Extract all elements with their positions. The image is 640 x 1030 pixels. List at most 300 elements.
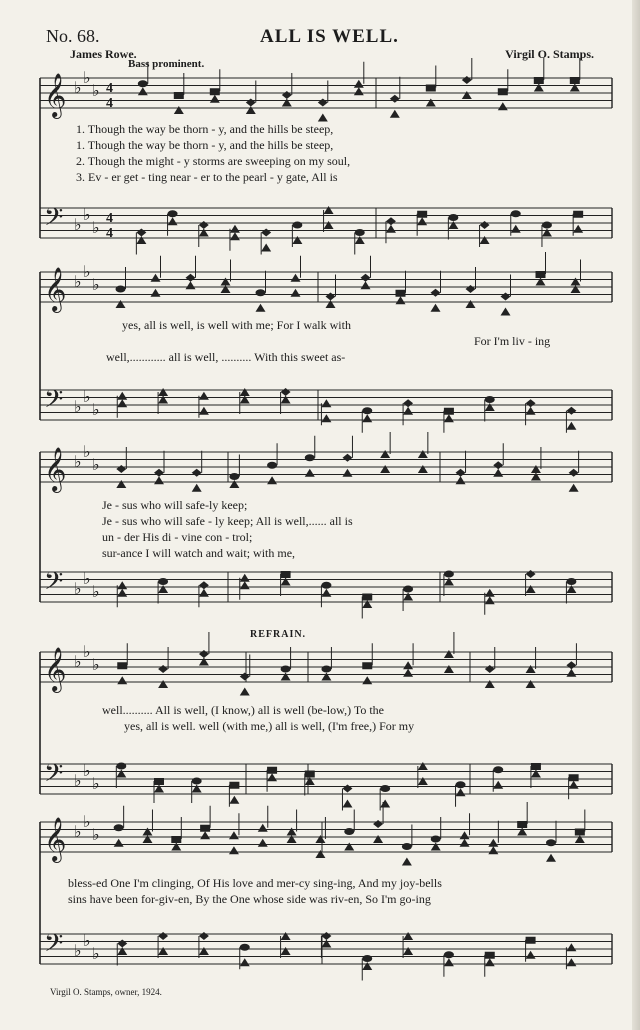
note-head bbox=[362, 600, 372, 608]
note-head bbox=[566, 578, 576, 585]
flat-icon: ♭ bbox=[74, 941, 82, 960]
lyric-line: 3. Ev - er get - ting near - er to the pearl - y gate, All is bbox=[76, 170, 338, 184]
note-head bbox=[267, 476, 277, 484]
note-head bbox=[287, 835, 297, 843]
note-head bbox=[281, 396, 291, 404]
note-head bbox=[418, 777, 428, 785]
note-head bbox=[444, 958, 454, 966]
lyric-line: 1. Though the way be thorn - y, and the hills be steep, bbox=[76, 122, 334, 136]
note-head bbox=[390, 110, 400, 118]
note-head bbox=[462, 76, 472, 84]
time-signature: 4 bbox=[106, 211, 113, 226]
note-head bbox=[460, 839, 470, 847]
note-head bbox=[261, 229, 271, 237]
note-head bbox=[142, 828, 152, 836]
note-head bbox=[229, 782, 239, 789]
note-head bbox=[281, 947, 291, 955]
note-head bbox=[517, 821, 527, 828]
note-head bbox=[462, 91, 472, 99]
note-head bbox=[566, 585, 576, 593]
note-head bbox=[569, 484, 579, 492]
note-head bbox=[566, 958, 576, 966]
note-head bbox=[344, 828, 354, 835]
note-head bbox=[402, 843, 412, 850]
treble-clef-icon: 𝄞 bbox=[44, 647, 67, 691]
note-head bbox=[536, 271, 546, 278]
note-head bbox=[142, 835, 152, 843]
note-head bbox=[361, 274, 371, 282]
note-head bbox=[362, 662, 372, 669]
note-head bbox=[199, 589, 209, 597]
note-head bbox=[199, 947, 209, 955]
note-head bbox=[396, 290, 406, 297]
note-head bbox=[526, 407, 536, 415]
note-head bbox=[305, 777, 315, 785]
note-head bbox=[403, 593, 413, 601]
note-head bbox=[380, 800, 390, 808]
note-head bbox=[258, 839, 268, 847]
note-head bbox=[117, 392, 127, 400]
note-head bbox=[493, 781, 503, 789]
note-head bbox=[542, 222, 552, 229]
note-head bbox=[511, 225, 521, 233]
note-head bbox=[417, 211, 427, 218]
flat-icon: ♭ bbox=[92, 774, 100, 793]
note-head bbox=[267, 767, 277, 774]
note-head bbox=[229, 796, 239, 804]
note-head bbox=[501, 293, 511, 301]
lyric-line: Je - sus who will safe-ly keep; bbox=[102, 498, 248, 512]
note-head bbox=[199, 932, 209, 940]
note-head bbox=[116, 763, 126, 770]
note-head bbox=[386, 217, 396, 225]
composer-credit: Virgil O. Stamps. bbox=[505, 47, 594, 61]
note-head bbox=[154, 476, 164, 484]
note-head bbox=[373, 820, 383, 828]
note-head bbox=[380, 450, 390, 458]
bass-clef-icon: 𝄢 bbox=[44, 567, 64, 602]
note-head bbox=[117, 581, 127, 589]
note-head bbox=[571, 278, 581, 286]
note-head bbox=[569, 469, 579, 477]
note-head bbox=[480, 236, 490, 244]
lyric-line: For I'm liv - ing bbox=[474, 334, 551, 348]
treble-clef-icon: 𝄞 bbox=[44, 817, 67, 861]
note-head bbox=[158, 665, 168, 673]
note-head bbox=[485, 596, 495, 604]
lyric-line: yes, all is well, is well with me; For I walk with bbox=[122, 318, 351, 332]
note-head bbox=[116, 770, 126, 778]
flat-icon: ♭ bbox=[92, 218, 100, 237]
note-head bbox=[199, 392, 209, 400]
note-head bbox=[240, 574, 250, 582]
flat-icon: ♭ bbox=[74, 771, 82, 790]
note-head bbox=[546, 854, 556, 862]
note-head bbox=[456, 469, 466, 477]
note-head bbox=[448, 214, 458, 221]
note-head bbox=[444, 650, 454, 658]
note-head bbox=[361, 281, 371, 289]
note-head bbox=[354, 87, 364, 95]
note-head bbox=[342, 785, 352, 793]
note-head bbox=[199, 221, 209, 229]
note-head bbox=[362, 962, 372, 970]
note-head bbox=[281, 932, 291, 940]
note-head bbox=[117, 662, 127, 669]
note-head bbox=[362, 407, 372, 414]
note-head bbox=[281, 571, 291, 578]
flat-icon: ♭ bbox=[83, 387, 91, 406]
note-head bbox=[168, 217, 178, 225]
note-head bbox=[460, 831, 470, 839]
note-head bbox=[114, 824, 124, 831]
note-head bbox=[498, 102, 508, 110]
note-head bbox=[403, 661, 413, 669]
note-head bbox=[573, 225, 583, 233]
note-head bbox=[192, 778, 202, 785]
note-head bbox=[154, 778, 164, 785]
note-head bbox=[229, 831, 239, 839]
note-head bbox=[267, 773, 277, 781]
note-head bbox=[315, 850, 325, 858]
note-head bbox=[566, 943, 576, 951]
bass-clef-icon: 𝄢 bbox=[44, 759, 64, 794]
note-head bbox=[485, 665, 495, 673]
note-head bbox=[246, 99, 256, 107]
refrain-label: REFRAIN. bbox=[250, 629, 307, 640]
note-head bbox=[291, 274, 301, 282]
flat-icon: ♭ bbox=[74, 579, 82, 598]
note-head bbox=[526, 665, 536, 673]
note-head bbox=[199, 650, 209, 658]
note-head bbox=[493, 461, 503, 469]
note-head bbox=[292, 236, 302, 244]
bass-clef-icon: 𝄢 bbox=[44, 385, 64, 420]
lyric-line: sins have been for-giv-en, By the One whose side was riv-en, So I'm go-ing bbox=[68, 892, 431, 906]
note-head bbox=[380, 785, 390, 792]
note-head bbox=[444, 408, 454, 415]
note-head bbox=[256, 289, 266, 296]
note-head bbox=[158, 388, 168, 396]
note-head bbox=[362, 676, 372, 684]
note-head bbox=[426, 99, 436, 107]
note-head bbox=[282, 99, 292, 107]
note-head bbox=[444, 951, 454, 958]
note-head bbox=[321, 582, 331, 589]
note-head bbox=[158, 585, 168, 593]
note-head bbox=[221, 278, 231, 286]
note-head bbox=[485, 680, 495, 688]
note-head bbox=[542, 229, 552, 237]
note-head bbox=[281, 673, 291, 681]
note-head bbox=[221, 285, 231, 293]
lyric-line: un - der His di - vine con - trol; bbox=[102, 530, 253, 544]
note-head bbox=[174, 92, 184, 99]
note-head bbox=[355, 236, 365, 244]
note-head bbox=[116, 300, 126, 308]
note-head bbox=[282, 91, 292, 99]
note-head bbox=[200, 831, 210, 839]
note-head bbox=[402, 858, 412, 866]
note-head bbox=[531, 465, 541, 473]
flat-icon: ♭ bbox=[74, 215, 82, 234]
flat-icon: ♭ bbox=[83, 642, 91, 661]
note-head bbox=[566, 669, 576, 677]
note-head bbox=[136, 229, 146, 237]
note-head bbox=[342, 454, 352, 462]
note-head bbox=[456, 788, 466, 796]
note-head bbox=[324, 221, 334, 229]
note-head bbox=[240, 581, 250, 589]
note-head bbox=[444, 665, 454, 673]
note-head bbox=[321, 414, 331, 422]
note-head bbox=[485, 396, 495, 403]
note-head bbox=[281, 578, 291, 586]
note-head bbox=[403, 407, 413, 415]
lyric-line: yes, all is well. well (with me,) all is well, (I'm free,) For my bbox=[124, 719, 415, 733]
lyric-line: sur-ance I will watch and wait; with me, bbox=[102, 546, 296, 560]
note-head bbox=[192, 469, 202, 477]
flat-icon: ♭ bbox=[83, 68, 91, 87]
note-head bbox=[534, 84, 544, 92]
flat-icon: ♭ bbox=[83, 569, 91, 588]
note-head bbox=[240, 944, 250, 951]
note-head bbox=[321, 932, 331, 940]
note-head bbox=[199, 581, 209, 589]
note-head bbox=[501, 308, 511, 316]
flat-icon: ♭ bbox=[92, 81, 100, 100]
performance-direction: Bass prominent. bbox=[128, 58, 205, 70]
treble-clef-icon: 𝄞 bbox=[44, 73, 67, 117]
note-head bbox=[403, 399, 413, 407]
note-head bbox=[138, 80, 148, 87]
note-head bbox=[199, 229, 209, 237]
note-head bbox=[444, 571, 454, 578]
note-head bbox=[485, 403, 495, 411]
note-head bbox=[534, 77, 544, 84]
note-head bbox=[240, 688, 250, 696]
note-head bbox=[321, 673, 331, 681]
flat-icon: ♭ bbox=[74, 822, 82, 841]
note-head bbox=[158, 396, 168, 404]
flat-icon: ♭ bbox=[74, 397, 82, 416]
note-head bbox=[210, 95, 220, 103]
note-head bbox=[138, 87, 148, 95]
note-head bbox=[517, 828, 527, 836]
note-head bbox=[417, 217, 427, 225]
note-head bbox=[318, 99, 328, 107]
note-head bbox=[536, 278, 546, 286]
lyric-line: bless-ed One I'm clinging, Of His love and mer-cy sing-ing, And my joy-bells bbox=[68, 876, 442, 890]
lyric-line: well,............ all is well, .......... With this sweet as- bbox=[106, 350, 346, 364]
note-head bbox=[403, 947, 413, 955]
note-head bbox=[566, 407, 576, 415]
note-head bbox=[569, 781, 579, 789]
note-head bbox=[403, 586, 413, 593]
note-head bbox=[116, 480, 126, 488]
note-head bbox=[570, 84, 580, 92]
note-head bbox=[321, 399, 331, 407]
flat-icon: ♭ bbox=[92, 400, 100, 419]
note-head bbox=[154, 785, 164, 793]
flat-icon: ♭ bbox=[74, 452, 82, 471]
note-head bbox=[373, 835, 383, 843]
note-head bbox=[566, 661, 576, 669]
note-head bbox=[246, 106, 256, 114]
note-head bbox=[342, 800, 352, 808]
note-head bbox=[485, 589, 495, 597]
note-head bbox=[281, 388, 291, 396]
note-head bbox=[485, 952, 495, 959]
note-head bbox=[526, 951, 536, 959]
note-head bbox=[240, 388, 250, 396]
note-head bbox=[526, 585, 536, 593]
flat-icon: ♭ bbox=[83, 931, 91, 950]
note-head bbox=[186, 281, 196, 289]
note-head bbox=[390, 95, 400, 103]
note-head bbox=[403, 932, 413, 940]
note-head bbox=[229, 473, 239, 480]
note-head bbox=[315, 835, 325, 843]
note-head bbox=[174, 106, 184, 114]
flat-icon: ♭ bbox=[83, 761, 91, 780]
note-head bbox=[575, 835, 585, 843]
note-head bbox=[114, 839, 124, 847]
note-head bbox=[186, 274, 196, 282]
note-head bbox=[168, 210, 178, 217]
flat-icon: ♭ bbox=[92, 825, 100, 844]
note-head bbox=[240, 673, 250, 681]
time-signature: 4 bbox=[106, 81, 113, 96]
note-head bbox=[158, 578, 168, 585]
note-head bbox=[418, 465, 428, 473]
flat-icon: ♭ bbox=[74, 652, 82, 671]
note-head bbox=[456, 476, 466, 484]
note-head bbox=[321, 666, 331, 673]
note-head bbox=[305, 469, 315, 477]
note-head bbox=[431, 304, 441, 312]
note-head bbox=[546, 839, 556, 846]
note-head bbox=[498, 88, 508, 95]
note-head bbox=[531, 763, 541, 770]
note-head bbox=[192, 785, 202, 793]
note-head bbox=[116, 465, 126, 473]
note-head bbox=[200, 825, 210, 832]
note-head bbox=[230, 232, 240, 240]
lyric-line: 1. Though the way be thorn - y, and the hills be steep, bbox=[76, 138, 334, 152]
bass-clef-icon: 𝄢 bbox=[44, 929, 64, 964]
note-head bbox=[158, 947, 168, 955]
note-head bbox=[362, 594, 372, 601]
note-head bbox=[342, 469, 352, 477]
note-head bbox=[493, 469, 503, 477]
time-signature: 4 bbox=[106, 96, 113, 111]
note-head bbox=[570, 77, 580, 84]
note-head bbox=[362, 955, 372, 962]
hymn-number: No. 68. bbox=[46, 26, 100, 46]
note-head bbox=[431, 843, 441, 851]
note-head bbox=[326, 300, 336, 308]
note-head bbox=[485, 958, 495, 966]
note-head bbox=[362, 414, 372, 422]
note-head bbox=[292, 222, 302, 229]
note-head bbox=[256, 304, 266, 312]
note-head bbox=[480, 221, 490, 229]
note-head bbox=[531, 473, 541, 481]
note-head bbox=[117, 940, 127, 948]
note-head bbox=[117, 589, 127, 597]
time-signature: 4 bbox=[106, 226, 113, 241]
flat-icon: ♭ bbox=[92, 455, 100, 474]
note-head bbox=[171, 836, 181, 843]
note-head bbox=[305, 771, 315, 778]
note-head bbox=[466, 300, 476, 308]
note-head bbox=[526, 680, 536, 688]
treble-clef-icon: 𝄞 bbox=[44, 447, 67, 491]
note-head bbox=[321, 589, 331, 597]
note-head bbox=[444, 414, 454, 422]
note-head bbox=[117, 947, 127, 955]
note-head bbox=[380, 465, 390, 473]
treble-clef-icon: 𝄞 bbox=[44, 267, 67, 311]
note-head bbox=[229, 846, 239, 854]
note-head bbox=[526, 937, 536, 944]
note-head bbox=[199, 658, 209, 666]
note-head bbox=[151, 274, 161, 282]
note-head bbox=[326, 293, 336, 301]
note-head bbox=[488, 839, 498, 847]
note-head bbox=[456, 781, 466, 788]
note-head bbox=[281, 666, 291, 673]
note-head bbox=[287, 828, 297, 836]
flat-icon: ♭ bbox=[92, 275, 100, 294]
flat-icon: ♭ bbox=[83, 205, 91, 224]
copyright-footer: Virgil O. Stamps, owner, 1924. bbox=[50, 987, 162, 997]
note-head bbox=[158, 932, 168, 940]
note-head bbox=[403, 669, 413, 677]
note-head bbox=[240, 396, 250, 404]
flat-icon: ♭ bbox=[92, 582, 100, 601]
note-head bbox=[488, 846, 498, 854]
note-head bbox=[261, 244, 271, 252]
flat-icon: ♭ bbox=[92, 944, 100, 963]
flat-icon: ♭ bbox=[83, 812, 91, 831]
note-head bbox=[230, 225, 240, 233]
note-head bbox=[117, 399, 127, 407]
note-head bbox=[192, 484, 202, 492]
flat-icon: ♭ bbox=[74, 272, 82, 291]
note-head bbox=[199, 407, 209, 415]
note-head bbox=[526, 399, 536, 407]
lyric-line: 2. Though the might - y storms are sweeping on my soul, bbox=[76, 154, 351, 168]
lyric-line: Je - sus who will safe - ly keep; All is well,...... all is bbox=[102, 514, 353, 528]
note-head bbox=[426, 85, 436, 92]
note-head bbox=[158, 680, 168, 688]
bass-clef-icon: 𝄢 bbox=[44, 203, 64, 238]
note-head bbox=[116, 286, 126, 293]
note-head bbox=[258, 824, 268, 832]
note-head bbox=[531, 770, 541, 778]
note-head bbox=[117, 676, 127, 684]
note-head bbox=[418, 450, 428, 458]
note-head bbox=[493, 766, 503, 773]
flat-icon: ♭ bbox=[92, 655, 100, 674]
note-head bbox=[267, 462, 277, 469]
note-head bbox=[305, 454, 315, 461]
note-head bbox=[396, 296, 406, 304]
note-head bbox=[324, 206, 334, 214]
note-head bbox=[291, 289, 301, 297]
